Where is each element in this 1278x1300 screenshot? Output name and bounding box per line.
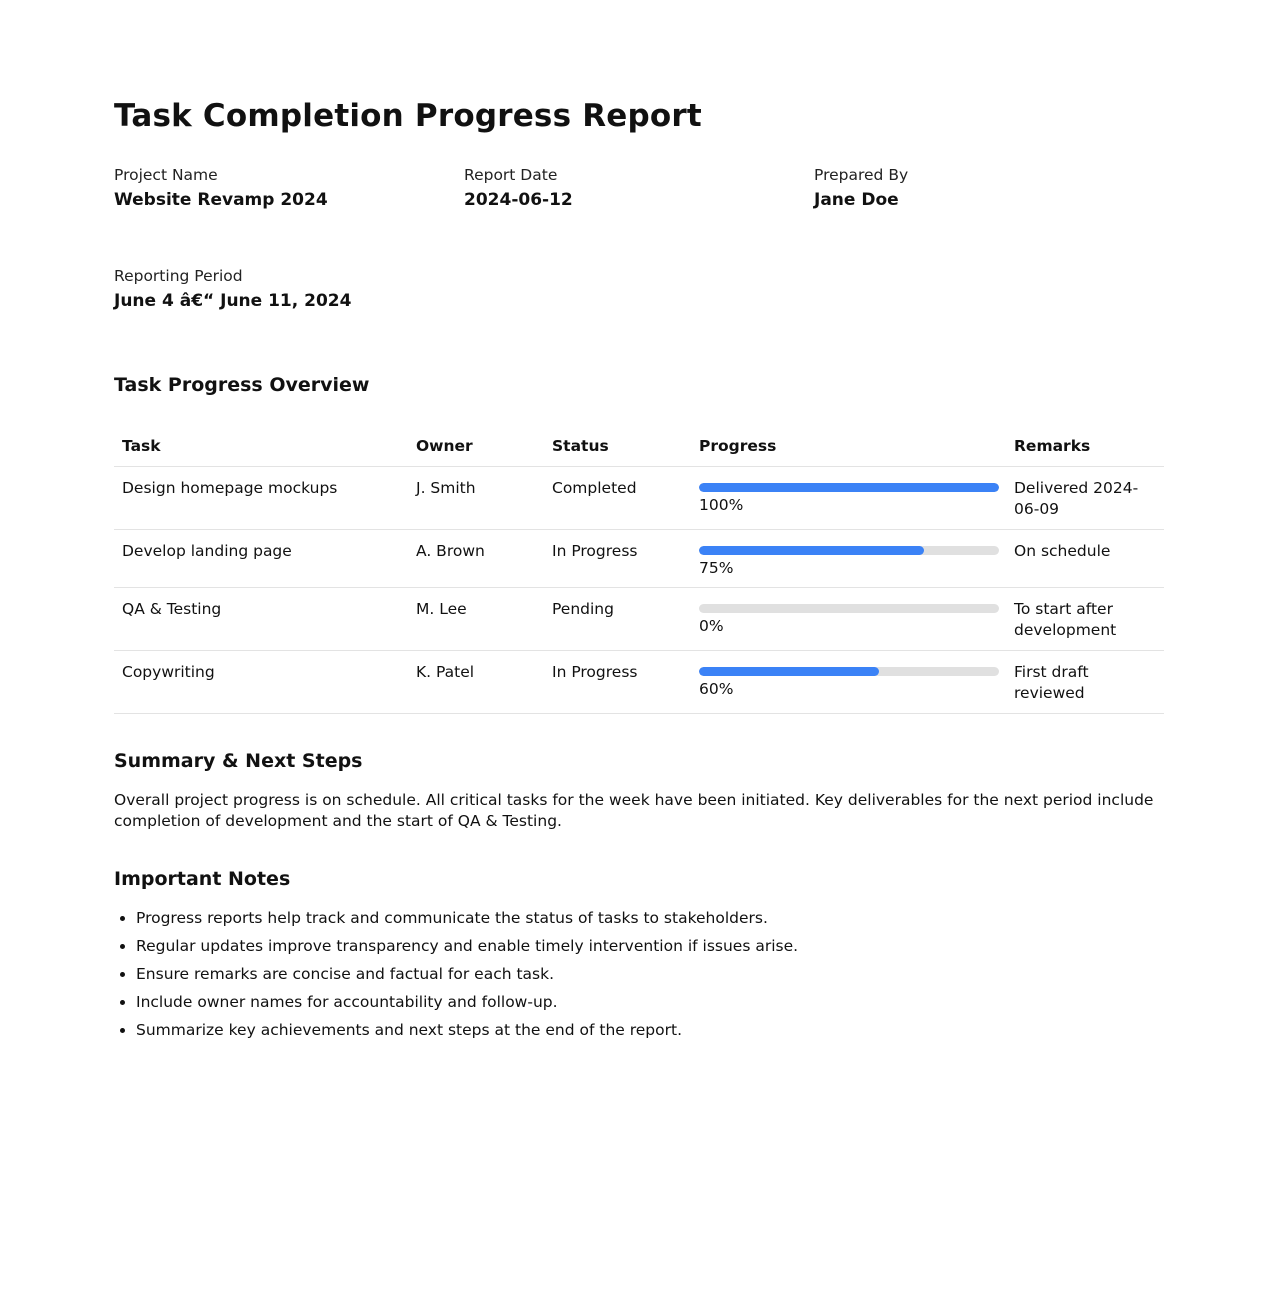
table-row [114, 651, 1164, 714]
meta-label: Project Name [114, 166, 218, 184]
table-header-row [114, 426, 1164, 467]
column-header-owner: Owner [408, 426, 544, 467]
table-row [114, 530, 1164, 588]
status-cell: In Progress [544, 651, 691, 714]
remarks-cell: On schedule [1006, 530, 1164, 588]
overview-title: Task Progress Overview [114, 374, 370, 396]
column-header-status: Status [544, 426, 691, 467]
owner-cell: M. Lee [408, 588, 544, 651]
owner-cell: K. Patel [408, 651, 544, 714]
remarks-cell: Delivered 2024-06-09 [1006, 467, 1164, 530]
meta-value: Website Revamp 2024 [114, 190, 328, 210]
meta-label: Report Date [464, 166, 558, 184]
owner-cell: A. Brown [408, 530, 544, 588]
meta-value: Jane Doe [814, 190, 899, 210]
task-table [114, 426, 1164, 714]
owner-cell: J. Smith [408, 467, 544, 530]
status-cell: In Progress [544, 530, 691, 588]
meta-value: 2024-06-12 [464, 190, 573, 210]
progress-bar [699, 667, 999, 676]
table-row [114, 467, 1164, 530]
meta-value: June 4 â€“ June 11, 2024 [114, 291, 352, 311]
list-item: • Summarize key achievements and next steps at the end of the report. [136, 1020, 1164, 1041]
progress-percent: 0% [699, 617, 724, 635]
progress-bar-fill [699, 546, 924, 555]
table-row [114, 588, 1164, 651]
meta-reporting-period [114, 265, 1164, 314]
task-cell: Design homepage mockups [114, 467, 408, 530]
list-item: • Progress reports help track and communicate the status of tasks to stakeholders. [136, 908, 1164, 929]
notes-list [114, 908, 1164, 1041]
progress-percent: 100% [699, 496, 744, 514]
report-meta [114, 164, 1164, 213]
status-cell: Completed [544, 467, 691, 530]
progress-bar [699, 546, 999, 555]
column-header-progress: Progress [691, 426, 1006, 467]
remarks-cell: First draft reviewed [1006, 651, 1164, 714]
status-cell: Pending [544, 588, 691, 651]
meta-label: Prepared By [814, 166, 909, 184]
task-cell: Copywriting [114, 651, 408, 714]
task-cell: Develop landing page [114, 530, 408, 588]
task-cell: QA & Testing [114, 588, 408, 651]
remarks-cell: To start after development [1006, 588, 1164, 651]
meta-prepared-by [814, 164, 1164, 213]
progress-cell [691, 651, 1006, 714]
list-item: • Regular updates improve transparency and enable timely intervention if issues arise. [136, 936, 1164, 957]
progress-bar [699, 483, 999, 492]
progress-bar [699, 604, 999, 613]
meta-project-name [114, 164, 464, 213]
column-header-task: Task [114, 426, 408, 467]
list-item: • Ensure remarks are concise and factual for each task. [136, 964, 1164, 985]
progress-percent: 60% [699, 680, 734, 698]
column-header-remarks: Remarks [1006, 426, 1164, 467]
summary-text: Overall project progress is on schedule. All critical tasks for the week have been initiated. Key deliverables for the next period include completion of development and the start of QA & Testing. [114, 791, 1154, 830]
progress-bar-fill [699, 667, 879, 676]
meta-report-date [464, 164, 814, 213]
report-page [114, 0, 1164, 1041]
meta-label: Reporting Period [114, 267, 243, 285]
notes-title: Important Notes [114, 868, 291, 890]
progress-cell [691, 588, 1006, 651]
progress-bar-fill [699, 483, 999, 492]
summary-title: Summary & Next Steps [114, 750, 363, 772]
progress-cell [691, 467, 1006, 530]
page-title: Task Completion Progress Report [114, 98, 702, 134]
progress-cell [691, 530, 1006, 588]
progress-percent: 75% [699, 559, 734, 577]
list-item: • Include owner names for accountability and follow-up. [136, 992, 1164, 1013]
